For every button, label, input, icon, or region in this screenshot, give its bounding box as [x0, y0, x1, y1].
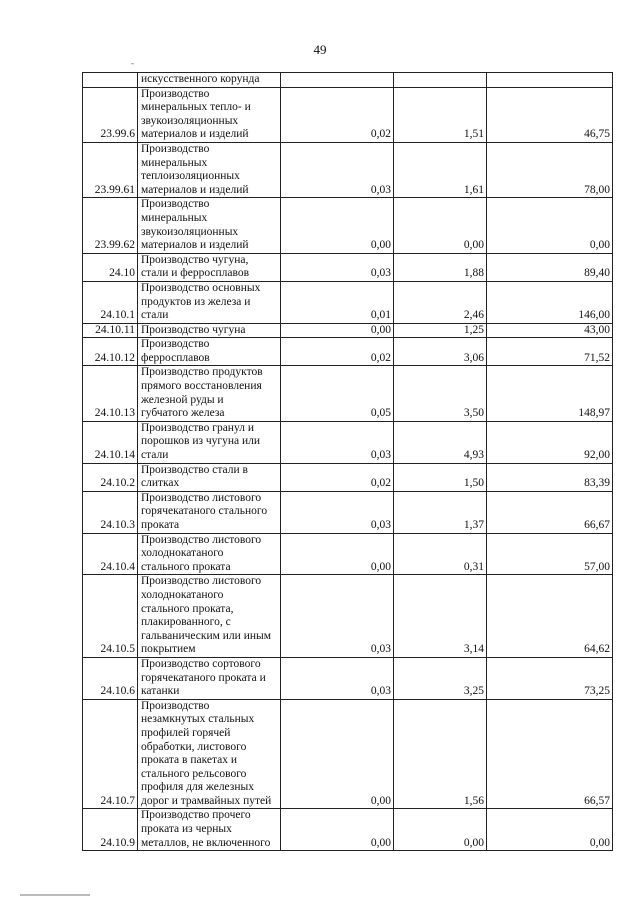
row-name-line: проката	[141, 519, 180, 531]
row-name	[138, 533, 281, 575]
row-value-v1: 0,02	[281, 463, 394, 491]
row-code: 24.10.7	[83, 699, 138, 809]
row-code: 23.99.61	[83, 142, 138, 197]
row-name-line: железной руды и	[141, 393, 224, 406]
table-row	[83, 491, 613, 533]
row-name	[138, 699, 281, 809]
row-value-v2: 3,06	[394, 338, 487, 366]
row-name-line: теплоизоляционных	[141, 170, 240, 183]
row-name-line: минеральных тепло- и	[141, 101, 251, 114]
row-name-line: минеральных	[141, 156, 208, 169]
row-name-line: порошков из чугуна или	[141, 435, 261, 448]
row-name-line: обработки, листового	[141, 740, 247, 753]
row-code: 24.10.13	[83, 366, 138, 421]
row-name-line: холоднокатаного	[141, 588, 224, 601]
row-name-line: Производство листового	[141, 575, 262, 588]
row-name-line: слитках	[141, 477, 180, 490]
row-value-v2: 1,88	[394, 253, 487, 281]
row-name	[138, 575, 281, 658]
row-name-line: Производство продуктов	[141, 366, 263, 379]
row-value-v2: 3,14	[394, 575, 487, 658]
row-name-line: стали	[141, 449, 169, 462]
row-code: 24.10	[83, 253, 138, 281]
row-name-line: Производство	[141, 87, 210, 100]
row-value-v3: 43,00	[487, 323, 613, 338]
row-name-line: покрытием	[141, 643, 196, 656]
row-code: 23.99.6	[83, 87, 138, 142]
row-name-line: ферросплавов	[141, 351, 210, 364]
row-value-v3: 73,25	[487, 657, 613, 699]
row-code: 24.10.2	[83, 463, 138, 491]
row-value-v1: 0,03	[281, 253, 394, 281]
row-name-line: стали и ферросплавов	[141, 267, 249, 280]
row-name-line: минеральных	[141, 211, 208, 224]
row-name-line: стального рельсового	[141, 767, 247, 780]
row-value-v2: 3,50	[394, 366, 487, 421]
row-code: 24.10.1	[83, 281, 138, 323]
row-name-line: стального проката	[141, 560, 231, 573]
row-value-v1: 0,02	[281, 338, 394, 366]
scan-mark: -	[131, 58, 134, 68]
row-value-v2: 4,93	[394, 421, 487, 463]
row-name-line: проката из черных	[141, 823, 232, 836]
table-row	[83, 87, 613, 142]
row-name	[138, 463, 281, 491]
row-name-line: Производство прочего	[141, 809, 251, 822]
row-value-v1: 0,00	[281, 699, 394, 809]
row-code: 24.10.3	[83, 491, 138, 533]
row-value-v1: 0,00	[281, 323, 394, 338]
row-code: 24.10.6	[83, 657, 138, 699]
row-name	[138, 491, 281, 533]
row-value-v3: 78,00	[487, 142, 613, 197]
row-value-v3: 57,00	[487, 533, 613, 575]
row-value-v3: 89,40	[487, 253, 613, 281]
row-value-v2: 1,37	[394, 491, 487, 533]
row-value-v2: 0,00	[394, 809, 487, 851]
row-name	[138, 198, 281, 253]
row-name-line: продуктов из железа и	[141, 295, 251, 308]
row-name-line: прямого восстановления	[141, 380, 262, 393]
row-value-v2: 0,00	[394, 198, 487, 253]
row-value-v3: 148,97	[487, 366, 613, 421]
row-name-line: профиля для железных	[141, 781, 254, 794]
row-code	[83, 73, 138, 88]
row-name-line: материалов и изделий	[141, 128, 249, 141]
row-name	[138, 73, 281, 88]
row-name-line: холоднокатаного	[141, 547, 224, 560]
row-name-line: Производство	[141, 338, 210, 351]
row-name-line: незамкнутых стальных	[141, 713, 255, 726]
page-number: 49	[313, 42, 327, 57]
row-value-v1: 0,01	[281, 281, 394, 323]
row-value-v3: 66,57	[487, 699, 613, 809]
table-row	[83, 142, 613, 197]
row-value-v2: 1,61	[394, 142, 487, 197]
row-name-line: металлов, не включенного	[141, 836, 271, 849]
row-code: 24.10.11	[83, 323, 138, 338]
row-value-v2: 2,46	[394, 281, 487, 323]
row-value-v3: 83,39	[487, 463, 613, 491]
row-value-v2: 1,25	[394, 323, 487, 338]
row-code: 24.10.4	[83, 533, 138, 575]
row-name	[138, 323, 281, 338]
row-code: 24.10.12	[83, 338, 138, 366]
row-code: 24.10.14	[83, 421, 138, 463]
row-value-v3: 0,00	[487, 198, 613, 253]
row-name-line: Производство сортового	[141, 657, 261, 670]
row-value-v3: 64,62	[487, 575, 613, 658]
table-row	[83, 366, 613, 421]
row-name-line: материалов и изделий	[141, 183, 249, 196]
row-value-v3: 146,00	[487, 281, 613, 323]
row-code: 24.10.9	[83, 809, 138, 851]
table-row	[83, 281, 613, 323]
row-name	[138, 281, 281, 323]
row-value-v2: 3,25	[394, 657, 487, 699]
row-name	[138, 657, 281, 699]
row-name-line: горячекатаного проката и	[141, 671, 266, 684]
row-name-line: звукоизоляционных	[141, 114, 239, 127]
table-row	[83, 323, 613, 338]
row-value-v1: 0,00	[281, 198, 394, 253]
row-value-v3: 46,75	[487, 87, 613, 142]
row-name-line: Производство гранул и	[141, 421, 254, 434]
row-name-line: дорог и трамвайных путей	[141, 794, 272, 807]
row-value-v1: 0,05	[281, 366, 394, 421]
row-name-line: Производство стали в	[141, 463, 248, 476]
row-name-line: искусственного корунда	[141, 73, 260, 85]
row-name-line: звукоизоляционных	[141, 225, 239, 238]
row-value-v1: 0,00	[281, 533, 394, 575]
row-name-line: катанки	[141, 685, 180, 698]
row-name-line: Производство чугуна	[141, 323, 246, 336]
row-name-line: профилей горячей	[141, 726, 231, 739]
row-name-line: Производство листового	[141, 533, 262, 546]
table-row	[83, 338, 613, 366]
row-value-v1: 0,03	[281, 575, 394, 658]
row-name-line: Производство	[141, 142, 210, 155]
row-name-line: Производство основных	[141, 281, 261, 294]
row-value-v1: 0,02	[281, 87, 394, 142]
row-name-line: гальваническим или иным	[141, 629, 272, 642]
row-name-line: стального проката,	[141, 602, 234, 615]
scan-footer-mark	[20, 894, 90, 896]
table-row	[83, 809, 613, 851]
row-value-v2: 1,56	[394, 699, 487, 809]
row-value-v1: 0,03	[281, 657, 394, 699]
row-name-line: плакированного, с	[141, 616, 231, 629]
row-name	[138, 366, 281, 421]
table-row	[83, 657, 613, 699]
row-name	[138, 87, 281, 142]
table-row	[83, 463, 613, 491]
row-value-v3	[487, 73, 613, 88]
row-value-v3: 0,00	[487, 809, 613, 851]
table-row	[83, 533, 613, 575]
row-value-v3: 66,67	[487, 491, 613, 533]
row-value-v3: 92,00	[487, 421, 613, 463]
row-value-v1: 0,03	[281, 142, 394, 197]
row-code: 24.10.5	[83, 575, 138, 658]
data-table	[82, 72, 613, 851]
row-name	[138, 338, 281, 366]
row-name	[138, 253, 281, 281]
row-name-line: Производство чугуна,	[141, 253, 249, 266]
table-row	[83, 699, 613, 809]
row-value-v1: 0,03	[281, 491, 394, 533]
row-value-v2: 1,50	[394, 463, 487, 491]
row-name-line: Производство	[141, 198, 210, 211]
table-row	[83, 421, 613, 463]
row-value-v1	[281, 73, 394, 88]
row-name-line: Производство	[141, 699, 210, 712]
table-row	[83, 198, 613, 253]
table-row	[83, 253, 613, 281]
row-value-v2: 1,51	[394, 87, 487, 142]
table-row	[83, 73, 613, 88]
table-row	[83, 575, 613, 658]
row-name-line: Производство листового	[141, 491, 262, 504]
row-value-v1: 0,00	[281, 809, 394, 851]
row-name	[138, 421, 281, 463]
row-name-line: проката в пакетах и	[141, 754, 238, 767]
row-value-v2: 0,31	[394, 533, 487, 575]
row-code: 23.99.62	[83, 198, 138, 253]
row-name-line: горячекатаного стального	[141, 505, 268, 518]
row-name-line: материалов и изделий	[141, 239, 249, 252]
row-value-v1: 0,03	[281, 421, 394, 463]
row-name-line: губчатого железа	[141, 407, 225, 420]
row-name-line: стали	[141, 309, 169, 322]
row-value-v2	[394, 73, 487, 88]
row-name	[138, 809, 281, 851]
table-body	[83, 73, 613, 851]
row-name	[138, 142, 281, 197]
row-value-v3: 71,52	[487, 338, 613, 366]
